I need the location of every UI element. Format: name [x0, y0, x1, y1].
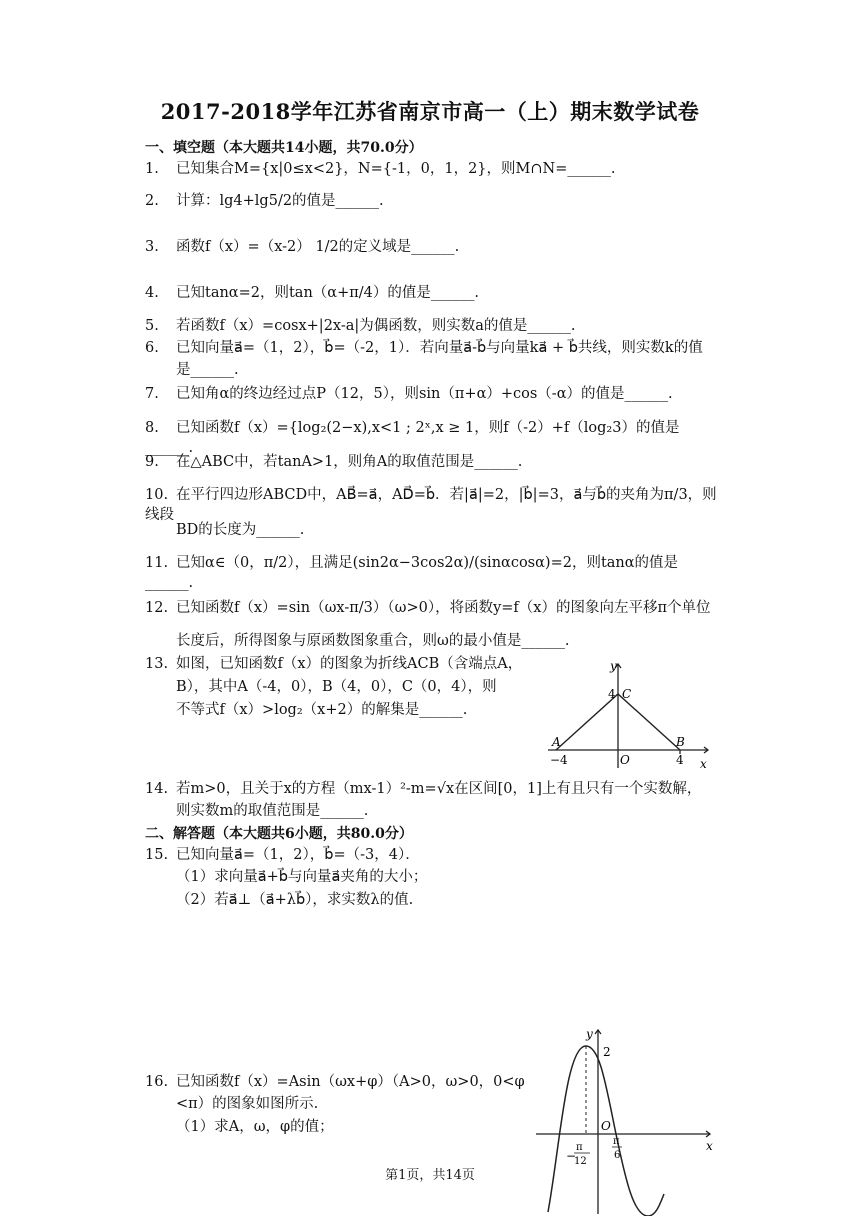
- c-value-label: 4: [608, 687, 616, 701]
- question-number: 5.: [145, 318, 159, 334]
- question-5: [145, 316, 720, 336]
- question-text: 已知角α的终边经过点P（12，5），则sin（π+α）+cos（-α）的值是______.: [176, 386, 673, 402]
- question-15-part2: （2）若a⃗⊥（a⃗+λb⃗），求实数λ的值.: [176, 892, 414, 908]
- question-text: 如图，已知函数f（x）的图象为折线ACB（含端点A，: [176, 656, 523, 672]
- origin-label: O: [620, 753, 630, 767]
- x-axis-label: x: [706, 1139, 713, 1153]
- question-16-continued: <π）的图象如图所示.: [176, 1096, 319, 1112]
- question-13-continued: B），其中A（-4，0），B（4，0），C（0，4），则: [176, 679, 497, 695]
- question-text: 在△ABC中，若tanA>1，则角A的取值范围是______.: [176, 454, 523, 470]
- question-number: 2.: [145, 193, 159, 209]
- y-axis-label: y: [610, 659, 617, 673]
- question-number: 14.: [145, 781, 169, 797]
- section-solutions: 二、解答题（本大题共6小题，共80.0分）: [145, 826, 413, 842]
- question-number: 12.: [145, 600, 169, 616]
- question-1: [145, 159, 720, 179]
- question-number: 13.: [145, 656, 169, 672]
- tick-label-neg4: −4: [550, 753, 568, 767]
- question-text: 已知向量a⃗=（1，2），b⃗=（-3，4）．: [176, 847, 420, 863]
- question-7: [145, 384, 720, 404]
- neg-tick-numerator: π: [576, 1142, 583, 1153]
- question-2: [145, 191, 720, 211]
- minus-sign: −: [566, 1149, 577, 1163]
- question-12: [145, 598, 720, 618]
- point-b-label: B: [676, 735, 685, 749]
- question-4: [145, 283, 720, 303]
- question-12-continued: 长度后，所得图象与原函数图象重合，则ω的最小值是______.: [176, 633, 570, 649]
- question-13-continued: 不等式f（x）>log₂（x+2）的解集是______.: [176, 702, 468, 718]
- page-footer: 第1页，共14页: [385, 1168, 475, 1183]
- question-number: 8.: [145, 420, 159, 436]
- question-16: [145, 1072, 535, 1092]
- question-text: 函数f（x）=（x-2） 1/2的定义域是______.: [176, 239, 460, 255]
- max-value-label: 2: [603, 1045, 611, 1059]
- point-c-label: C: [622, 687, 632, 701]
- question-text: 若m>0，且关于x的方程（mx-1）²-m=√x在区间[0，1]上有且只有一个实数解，: [176, 781, 702, 797]
- x-axis-label: x: [700, 757, 707, 771]
- question-9: [145, 452, 720, 472]
- question-text: 已知集合M={x|0≤x<2}，N={-1，0，1，2}，则M∩N=______.: [176, 161, 616, 177]
- question-6-continued: 是______.: [176, 362, 239, 378]
- question-11: [145, 553, 720, 593]
- question-13: [145, 654, 535, 674]
- question-number: 1.: [145, 161, 159, 177]
- point-a-label: A: [552, 735, 561, 749]
- tick-label-4: 4: [676, 753, 684, 767]
- neg-tick-denominator: 12: [574, 1156, 587, 1167]
- question-14-continued: 则实数m的取值范围是______.: [176, 803, 369, 819]
- question-number: 6.: [145, 340, 159, 356]
- question-15: [145, 845, 720, 865]
- question-15-part1: （1）求向量a⃗+b⃗与向量a⃗夹角的大小；: [176, 869, 428, 885]
- question-number: 16.: [145, 1074, 169, 1090]
- pos-tick-denominator: 6: [614, 1150, 621, 1161]
- question-3: [145, 237, 720, 257]
- question-text: 已知函数f（x）=sin（ωx-π/3）（ω>0），将函数y=f（x）的图象向左平移π个单位: [176, 600, 711, 616]
- question-text: 已知函数f（x）=Asin（ωx+φ）（A>0，ω>0，0<φ: [176, 1074, 525, 1090]
- question-text: 计算：lg4+lg5/2的值是______.: [176, 193, 384, 209]
- pos-tick-numerator: π: [613, 1136, 620, 1147]
- question-14: [145, 779, 720, 799]
- figure-q13-graph: [540, 656, 720, 774]
- question-text: 已知向量a⃗=（1，2），b⃗=（-2，1）．若向量a⃗-b⃗与向量ka⃗ + b⃗共线，则实数k的值: [176, 340, 703, 356]
- question-number: 15.: [145, 847, 169, 863]
- question-number: 10.: [145, 487, 169, 503]
- question-number: 7.: [145, 386, 159, 402]
- question-text: 已知tanα=2，则tan（α+π/4）的值是______.: [176, 285, 479, 301]
- question-number: 4.: [145, 285, 159, 301]
- question-number: 3.: [145, 239, 159, 255]
- page-title: 2017-2018学年江苏省南京市高一（上）期末数学试卷: [160, 99, 700, 124]
- question-text: 在平行四边形ABCD中，AB⃗=a⃗，AD⃗=b⃗．若|a⃗|=2，|b⃗|=3，a⃗与b⃗的夹角为π/3，则线段: [145, 487, 717, 523]
- figure-q16-sine-graph: [530, 1026, 720, 1216]
- section-fill-blank: 一、填空题（本大题共14小题，共70.0分）: [145, 140, 423, 156]
- question-text: 已知α∈（0，π/2），且满足(sin2α−3cos2α)/(sinαcosα)=2，则tanα的值是______.: [145, 555, 679, 591]
- y-axis-label: y: [586, 1027, 593, 1041]
- origin-label: O: [601, 1119, 611, 1133]
- question-number: 9.: [145, 454, 159, 470]
- question-number: 11.: [145, 555, 169, 571]
- question-text: 已知函数f（x）={log₂(2−x),x<1 ; 2ˣ,x ≥ 1，则f（-2）+f（log₂3）的值是______.: [145, 420, 680, 456]
- question-6: [145, 338, 720, 358]
- question-10: [145, 485, 720, 525]
- question-text: 若函数f（x）=cosx+|2x-a|为偶函数，则实数a的值是______.: [176, 318, 576, 334]
- question-10-continued: BD的长度为______.: [176, 522, 305, 538]
- question-16-part1: （1）求A，ω，φ的值；: [176, 1119, 334, 1135]
